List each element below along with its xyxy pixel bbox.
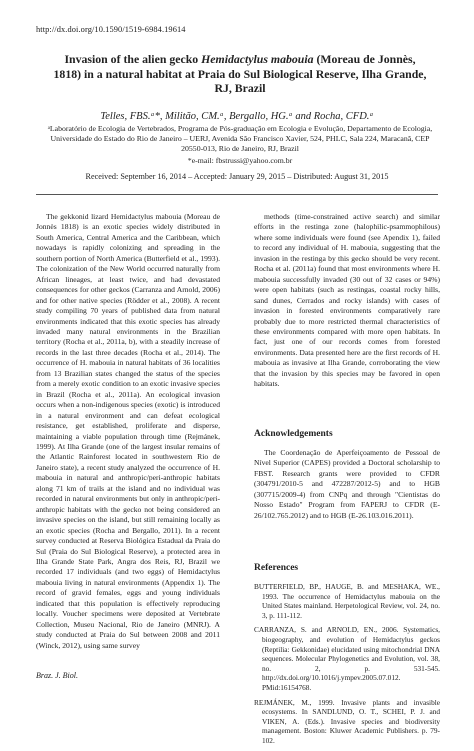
title-part1: Invasion of the alien gecko — [64, 52, 202, 66]
corresponding-email: *e-mail: fbstrussi@yahoo.com.br — [187, 156, 293, 165]
divider-rule — [36, 194, 438, 195]
acknowledgements-heading: Acknowledgements — [254, 429, 333, 439]
reference-item: REJMÁNEK, M., 1999. Invasive plants and invasible ecosystems. In SANDLUND, O. T., SCHEI, P. J. and VIKEN, A. (Eds.). Invasive species and biodiversity management. Boston: Kluwer Academic Publishers. p. 79-102. — [254, 697, 440, 745]
journal-footer: Braz. J. Biol. — [36, 671, 78, 680]
body-column-left — [36, 212, 220, 651]
body-paragraph: methods (time-constrained active search) and similar efforts in the restinga zone (halophilic-psammophilous) where some individuals were found (see Apendix 1), failed to record any individual of H. mabouia, suggesting that the invasion in the restinga by this gecko should be very recent. Rocha et al. (2011a) found that most environments where H. mabouia successfully invaded (30 out of 32 cases or 94%) were open habitats (such as restingas, coastal rocky hills, sand dunes, Cerrados and rocky islands) with cases of invasion in forested environments comparatively rare probably due to more restricted thermal characteristics of these environments compared with more open habitats. In fact, just one of our records comes from forested environments. Data presented here are the first records of H. mabouia as invasive at Ilha Grande, corroborating the view that the invasion by this species may be favored in open habitats. — [254, 212, 440, 389]
reference-item: CARRANZA, S. and ARNOLD, EN., 2006. Systematics, biogeography, and evolution of Hemidactylus geckos (Reptilia: Gekkonidae) elucidated using mitochondrial DNA sequences. Molecular Phylogenetics and Evolution, vol. 38, no. 2, p. 531-545. http://dx.doi.org/10.1016/j.ympev.2005.07.012. PMid:16154768. — [254, 625, 440, 692]
author-list: Telles, FBS.ᵃ*, Militão, CM.ᵃ, Bergallo, HG.ᵃ and Rocha, CFD.ᵃ — [100, 111, 374, 122]
article-title — [50, 52, 430, 96]
reference-item: BUTTERFIELD, BP., HAUGE, B. and MESHAKA, WE., 1993. The occurrence of Hemidactylus mabouia on the United States mainland. Herpetological Review, vol. 24, no. 3, p. 111-112. — [254, 582, 440, 620]
title-part2: (Moreau de Jonnès, 1818) in a natural habitat at Praia do Sul Biological Reserve, Ilha Grande, RJ, Brazil — [53, 52, 427, 96]
received-dates: Received: September 16, 2014 – Accepted: January 29, 2015 – Distributed: August 31, 2015 — [85, 172, 389, 181]
body-paragraph: The gekkonid lizard Hemidactylus mabouia (Moreau de Jonnès 1818) is an exotic species widely distributed in South America, Central America and the Caribbean, which nowadays is rapidly colonizing and spreading in the southern portion of North America (Butterfield et al., 1993). The colonization of the New World occurred naturally from African lineages, at least twice, and had devastated consequences for other geckos (Carranza and Arnold, 2006) and for other native species (Rödder et al., 2008). A recent study compiling 70 years of published data from natural environments indicated that this exotic species has already invaded many natural environments in the Brazilian territory (Rocha et al., 2011a, b), with a steadily increase of records in the last three decades (Rocha et al., 2014). The occurrence of H. mabouia in natural habitats of 36 localities from 13 Brazilian states changed the status of the species from a merely exotic condition to an exotic invasive species in Brazil (Rocha et al., 2011a). An ecological invasion occurs when a non-indigenous species (exotic) is introduced in a natural environment and can defeat ecological resistance, get established, proliferate and disperse, maintaining a viable population through time (Rejmánek, 1999). At Ilha Grande (one of the largest insular remains of the Atlantic Rainforest located in southwestern Rio de Janeiro state), a recent study analyzed the occurrence of H. mabouia in natural and anthropic/peri-anthropic habitats along 71 km of trails at the island and no individual was recorded in natural environments but only in anthropic/peri-anthropic habitats with the gecko not being considered an invasive species on the island, but still remaining locally as an exotic species (Rocha and Bergallo, 2011). In a recent survey conducted at Reserva Biológica Estadual da Praia do Sul (Praia do Sul Biological Reserve), a protected area in Ilha Grande State Park, Angra dos Reis, RJ, Brazil we recorded 17 individuals (and two eggs) of Hemidactylus mabouia living in natural environments (Appendix 1). The record of gravid females, eggs and young individuals indicated that this population is effectively reproducing locally. Voucher specimens were deposited at Vertebrate Collection, Museu Nacional, Rio de Janeiro (MNRJ). A study conducted at Praia do Sul between 2008 and 2011 (Winck, 2012), using same survey — [36, 212, 220, 650]
reference-list — [254, 582, 440, 751]
body-column-right — [254, 212, 440, 390]
title-species: Hemidactylus mabouia — [201, 52, 314, 66]
affiliation: ᵃLaboratório de Ecologia de Vertebrados, Programa de Pós-graduação em Ecologia e Evolução, Departamento de Ecologia, Universidade do Estado do Rio de Janeiro – UERJ, Avenida São Francisco Xavier, 524, PHLC, Sala 224, Maracanã, CEP 20550-013, Rio de Janeiro, RJ, Brazil — [47, 124, 433, 153]
acknowledgements-text: The Coordenação de Aperfeiçoamento de Pessoal de Nível Superior (CAPES) provided a Doctoral scholarship to FBST. Research grants were provided to CFDR (304791/2010-5 and 472287/2012-5) and to HGB (307715/2009-4) from CNPq and through "Cientistas do Nosso Estado" Program from FAPERJ to CFDR (E-26/102.765.2012) and to HGB (E-26.103.016.2011). — [254, 448, 440, 520]
references-heading: References — [254, 563, 299, 573]
doi-link[interactable]: http://dx.doi.org/10.1590/1519-6984.19614 — [36, 25, 186, 34]
